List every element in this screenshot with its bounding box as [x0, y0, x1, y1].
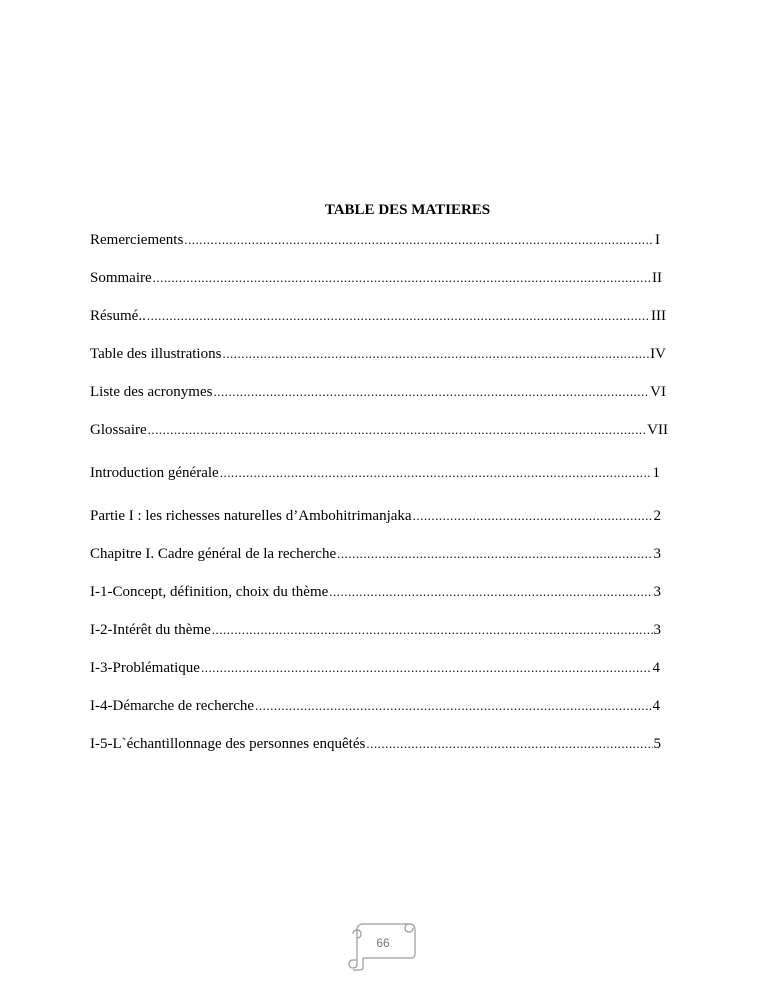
dot-leader [153, 269, 651, 287]
dot-leader [366, 735, 652, 753]
dot-leader [337, 545, 652, 563]
dot-leader [147, 307, 650, 325]
toc-entry-i-3[interactable] [90, 659, 660, 677]
toc-entry-label: I-5-L`échantillonnage des personnes enquêtés [90, 736, 366, 752]
toc-entry-page: 2 [653, 508, 661, 524]
toc-entry-label: Résumé.. [90, 308, 146, 324]
toc-entry-label: Glossaire [90, 422, 147, 438]
toc-entry-label: I-3-Problématique [90, 660, 200, 676]
toc-entry-page: IV [650, 346, 666, 362]
toc-entry-page: VI [650, 384, 666, 400]
toc-entry-page: 3 [653, 546, 661, 562]
toc-entry-label: I-4-Démarche de recherche [90, 698, 255, 714]
toc-entry-page: 3 [653, 622, 661, 638]
dot-leader [413, 507, 653, 525]
toc-entry-label: Partie I : les richesses naturelles d’Ambohitrimanjaka [90, 508, 412, 524]
toc-entry-page: 5 [653, 736, 661, 752]
toc-entry-label: Liste des acronymes [90, 384, 213, 400]
toc-entry-remerciements[interactable] [90, 231, 660, 249]
toc-entry-label: I-1-Concept, définition, choix du thème [90, 584, 329, 600]
toc-entry-label: Sommaire [90, 270, 152, 286]
toc-entry-glossaire[interactable] [90, 421, 668, 439]
toc-entry-i-2[interactable] [90, 621, 661, 639]
toc-entry-page: 4 [652, 660, 660, 676]
toc-entry-page: 1 [652, 465, 660, 481]
dot-leader [220, 464, 652, 482]
dot-leader [148, 421, 647, 439]
toc-entry-page: III [651, 308, 666, 324]
toc-entry-label: Table des illustrations [90, 346, 222, 362]
toc-entry-page: II [652, 270, 662, 286]
toc-entry-label: Chapitre I. Cadre général de la recherche [90, 546, 337, 562]
dot-leader [329, 583, 652, 601]
toc-entry-resume[interactable] [90, 307, 666, 325]
dot-leader [213, 383, 649, 401]
toc-entry-liste-acronymes[interactable] [90, 383, 666, 401]
dot-leader [184, 231, 654, 249]
toc-entry-page: 4 [652, 698, 660, 714]
toc-entry-i-1[interactable] [90, 583, 661, 601]
dot-leader [222, 345, 649, 363]
page-title: TABLE DES MATIERES [324, 202, 491, 218]
dot-leader [255, 697, 651, 715]
toc-entry-label: Remerciements [90, 232, 184, 248]
toc-entry-i-4[interactable] [90, 697, 660, 715]
toc-entry-page: VII [647, 422, 668, 438]
toc-entry-chapitre-1[interactable] [90, 545, 661, 563]
toc-entry-label: I-2-Intérêt du thème [90, 622, 211, 638]
dot-leader [201, 659, 652, 677]
page-number: 66 [376, 936, 390, 950]
toc-entry-introduction[interactable] [90, 464, 660, 482]
toc-entry-partie-1[interactable] [90, 507, 661, 525]
dot-leader [212, 621, 653, 639]
toc-entry-sommaire[interactable] [90, 269, 662, 287]
toc-entry-page: I [655, 232, 660, 248]
toc-entry-table-illustrations[interactable] [90, 345, 666, 363]
toc-entry-i-5[interactable] [90, 735, 661, 753]
toc-entry-page: 3 [653, 584, 661, 600]
toc-entry-label: Introduction générale [90, 465, 219, 481]
